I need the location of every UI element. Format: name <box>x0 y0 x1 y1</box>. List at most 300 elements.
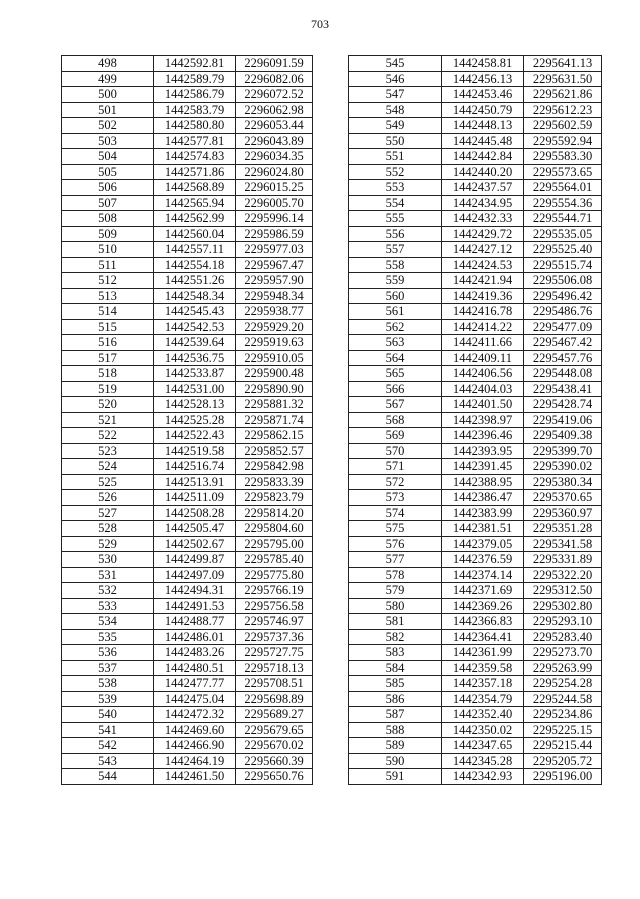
y-coordinate-cell: 2295785.40 <box>236 552 313 568</box>
point-number-cell: 522 <box>62 428 154 444</box>
point-number-cell: 562 <box>349 319 442 335</box>
table-row <box>349 102 602 118</box>
y-coordinate-cell: 2295409.38 <box>524 428 602 444</box>
x-coordinate-cell: 1442376.59 <box>442 552 524 568</box>
x-coordinate-cell: 1442404.03 <box>442 381 524 397</box>
point-number-cell: 530 <box>62 552 154 568</box>
point-number-cell: 568 <box>349 412 442 428</box>
y-coordinate-cell: 2295650.76 <box>236 769 313 785</box>
y-coordinate-cell: 2295833.39 <box>236 474 313 490</box>
x-coordinate-cell: 1442448.13 <box>442 118 524 134</box>
point-number-cell: 558 <box>349 257 442 273</box>
y-coordinate-cell: 2295727.75 <box>236 645 313 661</box>
y-coordinate-cell: 2295631.50 <box>524 71 602 87</box>
y-coordinate-cell: 2295535.05 <box>524 226 602 242</box>
x-coordinate-cell: 1442480.51 <box>154 660 236 676</box>
y-coordinate-cell: 2295486.76 <box>524 304 602 320</box>
table-row <box>62 660 313 676</box>
table-row <box>349 133 602 149</box>
table-row <box>62 676 313 692</box>
table-row <box>349 304 602 320</box>
table-row <box>62 738 313 754</box>
x-coordinate-cell: 1442525.28 <box>154 412 236 428</box>
y-coordinate-cell: 2295215.44 <box>524 738 602 754</box>
table-row <box>349 536 602 552</box>
table-row <box>62 195 313 211</box>
y-coordinate-cell: 2295660.39 <box>236 753 313 769</box>
point-number-cell: 506 <box>62 180 154 196</box>
table-row <box>349 474 602 490</box>
y-coordinate-cell: 2295312.50 <box>524 583 602 599</box>
point-number-cell: 521 <box>62 412 154 428</box>
table-row <box>349 412 602 428</box>
y-coordinate-cell: 2295380.34 <box>524 474 602 490</box>
y-coordinate-cell: 2295225.15 <box>524 722 602 738</box>
point-number-cell: 515 <box>62 319 154 335</box>
table-row <box>62 567 313 583</box>
y-coordinate-cell: 2295910.05 <box>236 350 313 366</box>
x-coordinate-cell: 1442386.47 <box>442 490 524 506</box>
x-coordinate-cell: 1442548.34 <box>154 288 236 304</box>
point-number-cell: 548 <box>349 102 442 118</box>
point-number-cell: 585 <box>349 676 442 692</box>
table-row <box>349 691 602 707</box>
table-row <box>62 629 313 645</box>
x-coordinate-cell: 1442513.91 <box>154 474 236 490</box>
x-coordinate-cell: 1442483.26 <box>154 645 236 661</box>
point-number-cell: 502 <box>62 118 154 134</box>
point-number-cell: 499 <box>62 71 154 87</box>
x-coordinate-cell: 1442574.83 <box>154 149 236 165</box>
x-coordinate-cell: 1442416.78 <box>442 304 524 320</box>
table-row <box>349 242 602 258</box>
x-coordinate-cell: 1442533.87 <box>154 366 236 382</box>
x-coordinate-cell: 1442528.13 <box>154 397 236 413</box>
x-coordinate-cell: 1442419.36 <box>442 288 524 304</box>
y-coordinate-cell: 2295679.65 <box>236 722 313 738</box>
table-row <box>349 505 602 521</box>
y-coordinate-cell: 2296043.89 <box>236 133 313 149</box>
point-number-cell: 590 <box>349 753 442 769</box>
table-row <box>62 598 313 614</box>
point-number-cell: 505 <box>62 164 154 180</box>
y-coordinate-cell: 2295351.28 <box>524 521 602 537</box>
x-coordinate-cell: 1442456.13 <box>442 71 524 87</box>
y-coordinate-cell: 2295689.27 <box>236 707 313 723</box>
x-coordinate-cell: 1442414.22 <box>442 319 524 335</box>
table-row <box>62 273 313 289</box>
x-coordinate-cell: 1442522.43 <box>154 428 236 444</box>
point-number-cell: 577 <box>349 552 442 568</box>
point-number-cell: 513 <box>62 288 154 304</box>
table-row <box>62 769 313 785</box>
y-coordinate-cell: 2295399.70 <box>524 443 602 459</box>
table-row <box>62 707 313 723</box>
point-number-cell: 514 <box>62 304 154 320</box>
table-row <box>349 443 602 459</box>
table-row <box>349 567 602 583</box>
y-coordinate-cell: 2295419.06 <box>524 412 602 428</box>
x-coordinate-cell: 1442345.28 <box>442 753 524 769</box>
x-coordinate-cell: 1442391.45 <box>442 459 524 475</box>
x-coordinate-cell: 1442539.64 <box>154 335 236 351</box>
point-number-cell: 586 <box>349 691 442 707</box>
y-coordinate-cell: 2295795.00 <box>236 536 313 552</box>
y-coordinate-cell: 2295554.36 <box>524 195 602 211</box>
point-number-cell: 538 <box>62 676 154 692</box>
y-coordinate-cell: 2295293.10 <box>524 614 602 630</box>
point-number-cell: 517 <box>62 350 154 366</box>
table-row <box>349 366 602 382</box>
table-row <box>62 412 313 428</box>
y-coordinate-cell: 2295823.79 <box>236 490 313 506</box>
table-row <box>62 350 313 366</box>
y-coordinate-cell: 2295196.00 <box>524 769 602 785</box>
y-coordinate-cell: 2295457.76 <box>524 350 602 366</box>
x-coordinate-cell: 1442357.18 <box>442 676 524 692</box>
y-coordinate-cell: 2295718.13 <box>236 660 313 676</box>
x-coordinate-cell: 1442472.32 <box>154 707 236 723</box>
x-coordinate-cell: 1442586.79 <box>154 87 236 103</box>
point-number-cell: 564 <box>349 350 442 366</box>
y-coordinate-cell: 2295986.59 <box>236 226 313 242</box>
x-coordinate-cell: 1442475.04 <box>154 691 236 707</box>
point-number-cell: 553 <box>349 180 442 196</box>
table-row <box>62 428 313 444</box>
x-coordinate-cell: 1442352.40 <box>442 707 524 723</box>
point-number-cell: 529 <box>62 536 154 552</box>
point-number-cell: 523 <box>62 443 154 459</box>
table-row <box>349 583 602 599</box>
y-coordinate-cell: 2295234.86 <box>524 707 602 723</box>
x-coordinate-cell: 1442398.97 <box>442 412 524 428</box>
table-row <box>349 598 602 614</box>
x-coordinate-cell: 1442450.79 <box>442 102 524 118</box>
x-coordinate-cell: 1442421.94 <box>442 273 524 289</box>
x-coordinate-cell: 1442342.93 <box>442 769 524 785</box>
y-coordinate-cell: 2295331.89 <box>524 552 602 568</box>
table-row <box>349 319 602 335</box>
table-row <box>349 226 602 242</box>
point-number-cell: 591 <box>349 769 442 785</box>
y-coordinate-cell: 2295360.97 <box>524 505 602 521</box>
x-coordinate-cell: 1442551.26 <box>154 273 236 289</box>
y-coordinate-cell: 2295283.40 <box>524 629 602 645</box>
y-coordinate-cell: 2295592.94 <box>524 133 602 149</box>
y-coordinate-cell: 2295621.86 <box>524 87 602 103</box>
x-coordinate-cell: 1442429.72 <box>442 226 524 242</box>
table-row <box>349 738 602 754</box>
point-number-cell: 552 <box>349 164 442 180</box>
point-number-cell: 544 <box>62 769 154 785</box>
point-number-cell: 498 <box>62 56 154 72</box>
point-number-cell: 500 <box>62 87 154 103</box>
point-number-cell: 531 <box>62 567 154 583</box>
point-number-cell: 545 <box>349 56 442 72</box>
table-row <box>62 319 313 335</box>
y-coordinate-cell: 2295322.20 <box>524 567 602 583</box>
x-coordinate-cell: 1442383.99 <box>442 505 524 521</box>
point-number-cell: 511 <box>62 257 154 273</box>
point-number-cell: 550 <box>349 133 442 149</box>
point-number-cell: 527 <box>62 505 154 521</box>
table-row <box>62 226 313 242</box>
y-coordinate-cell: 2295929.20 <box>236 319 313 335</box>
x-coordinate-cell: 1442477.77 <box>154 676 236 692</box>
y-coordinate-cell: 2295496.42 <box>524 288 602 304</box>
point-number-cell: 567 <box>349 397 442 413</box>
table-row <box>62 443 313 459</box>
x-coordinate-cell: 1442350.02 <box>442 722 524 738</box>
x-coordinate-cell: 1442554.18 <box>154 257 236 273</box>
x-coordinate-cell: 1442409.11 <box>442 350 524 366</box>
x-coordinate-cell: 1442379.05 <box>442 536 524 552</box>
point-number-cell: 557 <box>349 242 442 258</box>
table-row <box>62 56 313 72</box>
x-coordinate-cell: 1442374.14 <box>442 567 524 583</box>
x-coordinate-cell: 1442502.67 <box>154 536 236 552</box>
point-number-cell: 583 <box>349 645 442 661</box>
y-coordinate-cell: 2295341.58 <box>524 536 602 552</box>
point-number-cell: 551 <box>349 149 442 165</box>
y-coordinate-cell: 2295254.28 <box>524 676 602 692</box>
table-row <box>349 676 602 692</box>
point-number-cell: 559 <box>349 273 442 289</box>
table-row <box>349 428 602 444</box>
table-row <box>349 614 602 630</box>
point-number-cell: 510 <box>62 242 154 258</box>
point-number-cell: 519 <box>62 381 154 397</box>
y-coordinate-cell: 2295205.72 <box>524 753 602 769</box>
table-row <box>349 56 602 72</box>
table-row <box>349 769 602 785</box>
table-row <box>349 645 602 661</box>
table-row <box>62 304 313 320</box>
table-row <box>349 273 602 289</box>
table-row <box>62 87 313 103</box>
point-number-cell: 512 <box>62 273 154 289</box>
x-coordinate-cell: 1442401.50 <box>442 397 524 413</box>
x-coordinate-cell: 1442434.95 <box>442 195 524 211</box>
y-coordinate-cell: 2296082.06 <box>236 71 313 87</box>
y-coordinate-cell: 2295756.58 <box>236 598 313 614</box>
table-row <box>62 257 313 273</box>
point-number-cell: 572 <box>349 474 442 490</box>
x-coordinate-cell: 1442511.09 <box>154 490 236 506</box>
point-number-cell: 541 <box>62 722 154 738</box>
table-row <box>349 71 602 87</box>
point-number-cell: 575 <box>349 521 442 537</box>
point-number-cell: 532 <box>62 583 154 599</box>
table-row <box>349 381 602 397</box>
table-row <box>349 552 602 568</box>
point-number-cell: 574 <box>349 505 442 521</box>
x-coordinate-cell: 1442354.79 <box>442 691 524 707</box>
x-coordinate-cell: 1442516.74 <box>154 459 236 475</box>
point-number-cell: 524 <box>62 459 154 475</box>
point-number-cell: 528 <box>62 521 154 537</box>
y-coordinate-cell: 2295448.08 <box>524 366 602 382</box>
x-coordinate-cell: 1442560.04 <box>154 226 236 242</box>
table-row <box>349 335 602 351</box>
point-number-cell: 516 <box>62 335 154 351</box>
y-coordinate-cell: 2295852.57 <box>236 443 313 459</box>
point-number-cell: 561 <box>349 304 442 320</box>
point-number-cell: 539 <box>62 691 154 707</box>
x-coordinate-cell: 1442536.75 <box>154 350 236 366</box>
table-row <box>62 242 313 258</box>
y-coordinate-cell: 2295583.30 <box>524 149 602 165</box>
point-number-cell: 543 <box>62 753 154 769</box>
point-number-cell: 547 <box>349 87 442 103</box>
point-number-cell: 533 <box>62 598 154 614</box>
x-coordinate-cell: 1442494.31 <box>154 583 236 599</box>
point-number-cell: 584 <box>349 660 442 676</box>
y-coordinate-cell: 2295698.89 <box>236 691 313 707</box>
point-number-cell: 542 <box>62 738 154 754</box>
x-coordinate-cell: 1442466.90 <box>154 738 236 754</box>
y-coordinate-cell: 2295746.97 <box>236 614 313 630</box>
x-coordinate-cell: 1442364.41 <box>442 629 524 645</box>
table-row <box>349 149 602 165</box>
x-coordinate-cell: 1442583.79 <box>154 102 236 118</box>
table-row <box>62 211 313 227</box>
x-coordinate-cell: 1442347.65 <box>442 738 524 754</box>
table-row <box>62 71 313 87</box>
table-row <box>349 195 602 211</box>
table-row <box>349 180 602 196</box>
x-coordinate-cell: 1442519.58 <box>154 443 236 459</box>
point-number-cell: 580 <box>349 598 442 614</box>
table-row <box>349 660 602 676</box>
y-coordinate-cell: 2295996.14 <box>236 211 313 227</box>
point-number-cell: 555 <box>349 211 442 227</box>
table-row <box>349 350 602 366</box>
y-coordinate-cell: 2295919.63 <box>236 335 313 351</box>
y-coordinate-cell: 2295948.34 <box>236 288 313 304</box>
x-coordinate-cell: 1442592.81 <box>154 56 236 72</box>
x-coordinate-cell: 1442562.99 <box>154 211 236 227</box>
table-row <box>349 753 602 769</box>
y-coordinate-cell: 2296034.35 <box>236 149 313 165</box>
x-coordinate-cell: 1442445.48 <box>442 133 524 149</box>
y-coordinate-cell: 2295390.02 <box>524 459 602 475</box>
table-row <box>62 366 313 382</box>
point-number-cell: 525 <box>62 474 154 490</box>
y-coordinate-cell: 2295564.01 <box>524 180 602 196</box>
x-coordinate-cell: 1442464.19 <box>154 753 236 769</box>
x-coordinate-cell: 1442577.81 <box>154 133 236 149</box>
x-coordinate-cell: 1442458.81 <box>442 56 524 72</box>
y-coordinate-cell: 2295737.36 <box>236 629 313 645</box>
y-coordinate-cell: 2295842.98 <box>236 459 313 475</box>
y-coordinate-cell: 2295967.47 <box>236 257 313 273</box>
x-coordinate-cell: 1442396.46 <box>442 428 524 444</box>
table-row <box>349 288 602 304</box>
point-number-cell: 501 <box>62 102 154 118</box>
y-coordinate-cell: 2295814.20 <box>236 505 313 521</box>
y-coordinate-cell: 2295708.51 <box>236 676 313 692</box>
table-row <box>62 490 313 506</box>
coordinate-table-right <box>348 55 602 785</box>
x-coordinate-cell: 1442531.00 <box>154 381 236 397</box>
y-coordinate-cell: 2295602.59 <box>524 118 602 134</box>
table-row <box>349 722 602 738</box>
x-coordinate-cell: 1442542.53 <box>154 319 236 335</box>
point-number-cell: 566 <box>349 381 442 397</box>
x-coordinate-cell: 1442440.20 <box>442 164 524 180</box>
point-number-cell: 518 <box>62 366 154 382</box>
point-number-cell: 554 <box>349 195 442 211</box>
y-coordinate-cell: 2296005.70 <box>236 195 313 211</box>
y-coordinate-cell: 2295612.23 <box>524 102 602 118</box>
point-number-cell: 520 <box>62 397 154 413</box>
x-coordinate-cell: 1442432.33 <box>442 211 524 227</box>
point-number-cell: 587 <box>349 707 442 723</box>
table-row <box>62 381 313 397</box>
coordinate-table-right-body <box>349 56 602 785</box>
point-number-cell: 563 <box>349 335 442 351</box>
x-coordinate-cell: 1442545.43 <box>154 304 236 320</box>
point-number-cell: 508 <box>62 211 154 227</box>
table-row <box>349 707 602 723</box>
table-row <box>349 490 602 506</box>
x-coordinate-cell: 1442437.57 <box>442 180 524 196</box>
point-number-cell: 565 <box>349 366 442 382</box>
point-number-cell: 503 <box>62 133 154 149</box>
y-coordinate-cell: 2296024.80 <box>236 164 313 180</box>
table-row <box>62 397 313 413</box>
y-coordinate-cell: 2295515.74 <box>524 257 602 273</box>
point-number-cell: 560 <box>349 288 442 304</box>
table-row <box>349 459 602 475</box>
y-coordinate-cell: 2295467.42 <box>524 335 602 351</box>
y-coordinate-cell: 2295302.80 <box>524 598 602 614</box>
y-coordinate-cell: 2295370.65 <box>524 490 602 506</box>
table-row <box>349 118 602 134</box>
x-coordinate-cell: 1442491.53 <box>154 598 236 614</box>
point-number-cell: 526 <box>62 490 154 506</box>
x-coordinate-cell: 1442499.87 <box>154 552 236 568</box>
y-coordinate-cell: 2295525.40 <box>524 242 602 258</box>
y-coordinate-cell: 2295977.03 <box>236 242 313 258</box>
point-number-cell: 509 <box>62 226 154 242</box>
y-coordinate-cell: 2295573.65 <box>524 164 602 180</box>
x-coordinate-cell: 1442442.84 <box>442 149 524 165</box>
point-number-cell: 582 <box>349 629 442 645</box>
y-coordinate-cell: 2296062.98 <box>236 102 313 118</box>
coordinate-table-left-body <box>62 56 313 785</box>
y-coordinate-cell: 2295477.09 <box>524 319 602 335</box>
point-number-cell: 589 <box>349 738 442 754</box>
x-coordinate-cell: 1442589.79 <box>154 71 236 87</box>
point-number-cell: 537 <box>62 660 154 676</box>
table-row <box>62 536 313 552</box>
x-coordinate-cell: 1442388.95 <box>442 474 524 490</box>
x-coordinate-cell: 1442359.58 <box>442 660 524 676</box>
x-coordinate-cell: 1442486.01 <box>154 629 236 645</box>
point-number-cell: 579 <box>349 583 442 599</box>
table-row <box>62 459 313 475</box>
table-row <box>62 552 313 568</box>
point-number-cell: 534 <box>62 614 154 630</box>
y-coordinate-cell: 2295862.15 <box>236 428 313 444</box>
table-row <box>62 722 313 738</box>
x-coordinate-cell: 1442393.95 <box>442 443 524 459</box>
x-coordinate-cell: 1442371.69 <box>442 583 524 599</box>
x-coordinate-cell: 1442361.99 <box>442 645 524 661</box>
y-coordinate-cell: 2295881.32 <box>236 397 313 413</box>
